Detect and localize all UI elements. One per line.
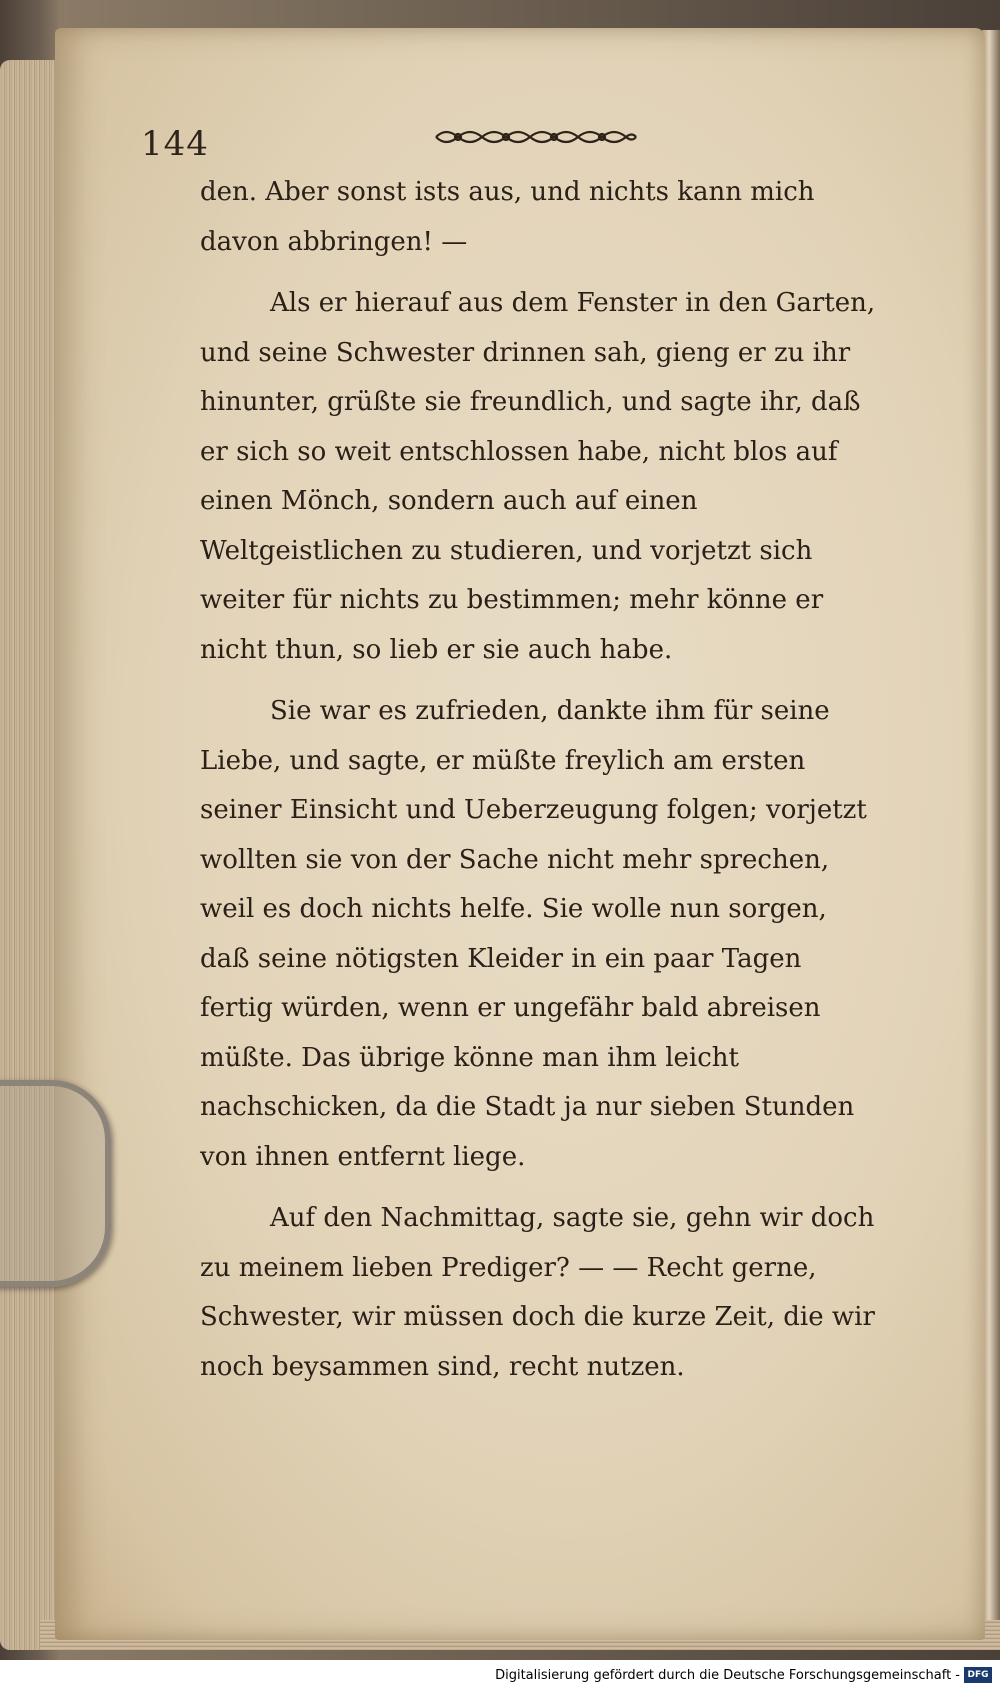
header-ornament-icon: [432, 124, 640, 150]
paragraph-4: Auf den Nachmittag, sagte sie, gehn wir doch zu meinem lieben Prediger? — — Recht gerne, Schwester, wir müssen doch die kurze Zeit, die wir noch beysammen sind, recht nutzen.: [200, 1203, 875, 1382]
paragraph-2: Als er hierauf aus dem Fenster in den Garten, und seine Schwester drinnen sah, gieng er zu ihr hinunter, grüßte sie freundlich, und sagte ihr, daß er sich so weit entschlossen habe, nicht blos auf einen Mönch, sondern auch auf einen Weltgeistlichen zu studieren, und vorjetzt sich weiter für nichts zu bestimmen; mehr könne er nicht thun, so lieb er sie auch habe.: [200, 288, 876, 665]
footer-credit: Digitalisierung gefördert durch die Deutsche Forschungsgemeinschaft -: [495, 1668, 960, 1683]
paragraph-1: den. Aber sonst ists aus, und nichts kann mich davon abbringen! —: [200, 177, 815, 257]
dfg-logo: DFG: [964, 1667, 992, 1683]
page-number: 144: [141, 124, 209, 164]
page-text: [200, 168, 880, 1392]
footer-bar: [0, 1660, 1000, 1692]
page-clip: [0, 1080, 111, 1287]
paragraph-3: Sie war es zufrieden, dankte ihm für seine Liebe, und sagte, er müßte freylich am ersten seiner Einsicht und Ueberzeugung folgen; vorjetzt wollten sie von der Sache nicht mehr sprechen, weil es doch nichts helfe. Sie wolle nun sorgen, daß seine nötigsten Kleider in ein paar Tagen fertig würden, wenn er ungefähr bald abreisen müßte. Das übrige könne man ihm leicht nachschicken, da die Stadt ja nur sieben Stunden von ihnen entfernt liege.: [200, 696, 867, 1172]
